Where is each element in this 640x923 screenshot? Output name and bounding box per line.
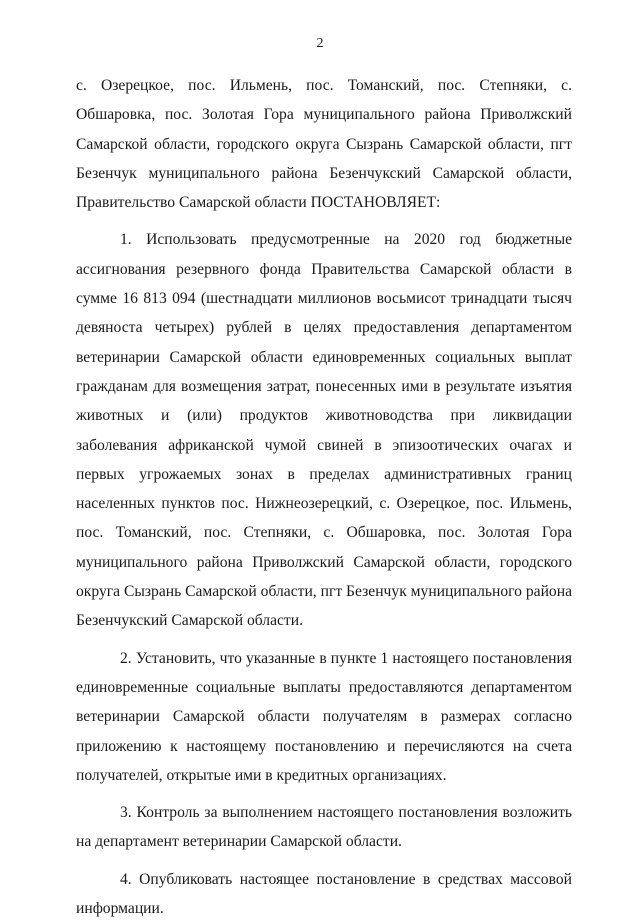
paragraph-item-3: 3. Контроль за выполнением настоящего постановления возложить на департамент ветеринарии Самарской области. (76, 804, 572, 851)
document-body (76, 71, 572, 923)
paragraph-item-1: 1. Использовать предусмотренные на 2020 год бюджетные ассигнования резервного фонда Правительства Самарской области в сумме 16 813 094 (шестнадцати миллионов восьмисот тринадцати тысяч девяноста четырех) рублей в целях предоставления департаментом ветеринарии Самарской области единовременных социальных выплат гражданам для возмещения затрат, понесенных ими в результате изъятия животных и (или) продуктов животноводства при ликвидации заболевания африканской чумой свиней в эпизоотических очагах и первых угрожаемых зонах в пределах административных границ населенных пунктов пос. Нижнеозерецкий, с. Озерецкое, пос. Ильмень, пос. Томанский, пос. Степняки, с. Обшаровка, пос. Золотая Гора муниципального района Приволжский Самарской области, городского округа Сызрань Самарской области, пгт Безенчук муниципального района Безенчукский Самарской области. (76, 231, 572, 630)
paragraph-item-2: 2. Установить, что указанные в пункте 1 настоящего постановления единовременные социальные выплаты предоставляются департаментом ветеринарии Самарской области получателям в размерах согласно приложению к настоящему постановлению и перечисляются на счета получателей, открытые ими в кредитных организациях. (76, 649, 572, 784)
paragraph-preamble-continuation: с. Озерецкое, пос. Ильмень, пос. Томанский, пос. Степняки, с. Обшаровка, пос. Золотая Гора муниципального района Приволжский Самарской области, городского округа Сызрань Самарской области, пгт Безенчук муниципального района Безенчукский Самарской области, Правительство Самарской области ПОСТАНОВЛЯЕТ: (76, 77, 572, 212)
page-number: 2 (316, 36, 324, 51)
paragraph-item-4: 4. Опубликовать настоящее постановление в средствах массовой информации. (76, 870, 572, 918)
